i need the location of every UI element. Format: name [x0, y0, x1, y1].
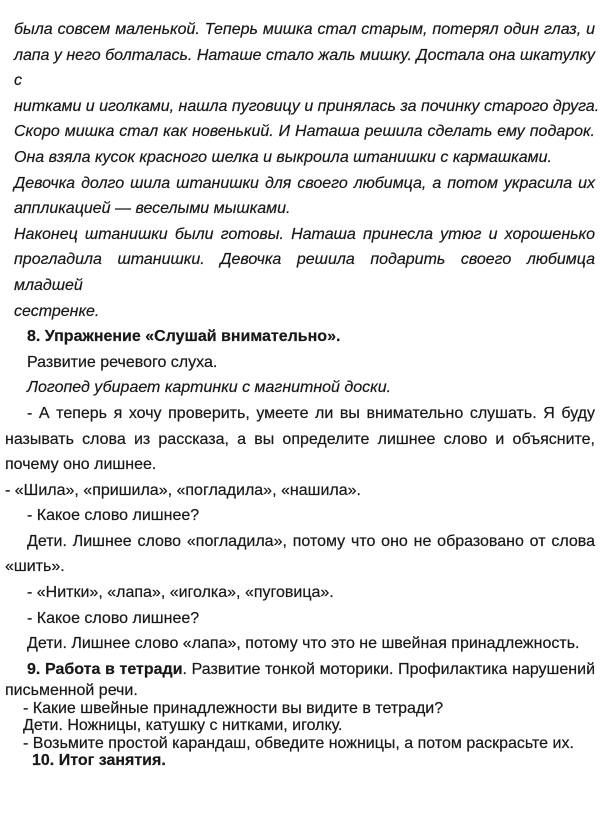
dialog-line: - Возьмите простой карандаш, обведите ножницы, а потом раскрасьте их.	[23, 734, 574, 752]
story-line: Наконец штанишки были готовы. Наташа принесла утюг и хорошенько	[14, 225, 595, 243]
dialog-line: называть слова из рассказа, а вы определите лишнее слово и объясните,	[5, 430, 595, 448]
bottom-text-block	[0, 682, 602, 769]
dialog-line: Дети. Лишнее слово «лапа», потому что это не швейная принадлежность.	[27, 635, 580, 653]
dialog-line: - «Шила», «пришила», «погладила», «нашила».	[5, 481, 361, 499]
story-line: нитками и иголками, нашла пуговицу и принялась за починку старого друга.	[14, 97, 600, 115]
story-line: Девочка долго шила штанишки для своего любимца, а потом украсила их	[14, 174, 595, 192]
story-line: Она взяла кусок красного шелка и выкроила штанишки с кармашками.	[14, 148, 552, 166]
section9-heading-bold: 9. Работа в тетради	[27, 660, 183, 678]
section8-subtitle: Развитие речевого слуха.	[27, 353, 218, 371]
dialog-line: - «Нитки», «лапа», «иголка», «пуговица».	[27, 584, 334, 602]
story-line: прогладила штанишки. Девочка решила подарить своего любимца младшей	[14, 251, 595, 294]
dialog-line: - Какое слово лишнее?	[27, 609, 200, 627]
story-line: сестренке.	[14, 302, 100, 320]
story-line: лапа у него болталась. Наташе стало жаль мишку. Достала она шкатулку с	[14, 46, 595, 90]
section8-stage-direction: Логопед убирает картинки с магнитной доски.	[27, 379, 392, 397]
section8-heading: 8. Упражнение «Слушай внимательно».	[27, 328, 341, 346]
dialog-line: Дети. Лишнее слово «погладила», потому что оно не образовано от слова	[27, 532, 595, 550]
dialog-line: Дети. Ножницы, катушку с нитками, иголку.	[23, 717, 343, 735]
section9-heading-rest: . Развитие тонкой моторики. Профилактика нарушений	[182, 660, 596, 678]
story-line: Скоро мишка стал как новенький. И Наташа решила сделать ему подарок.	[14, 123, 595, 141]
dialog-line: - А теперь я хочу проверить, умеете ли вы внимательно слушать. Я буду	[27, 404, 595, 422]
dialog-line: почему оно лишнее.	[5, 456, 157, 474]
story-line: была совсем маленькой. Теперь мишка стал старым, потерял один глаз, и	[14, 21, 595, 38]
dialog-line: - Какое слово лишнее?	[27, 507, 200, 525]
section9-heading-continuation: письменной речи.	[5, 682, 138, 700]
section9-heading	[27, 657, 595, 683]
dialog-line: «шить».	[5, 558, 65, 576]
section10-heading: 10. Итог занятия.	[32, 752, 166, 770]
main-text-block	[0, 17, 602, 682]
story-line: аппликацией — веселыми мышками.	[14, 200, 291, 218]
dialog-line: - Какие швейные принадлежности вы видите в тетради?	[23, 699, 444, 717]
